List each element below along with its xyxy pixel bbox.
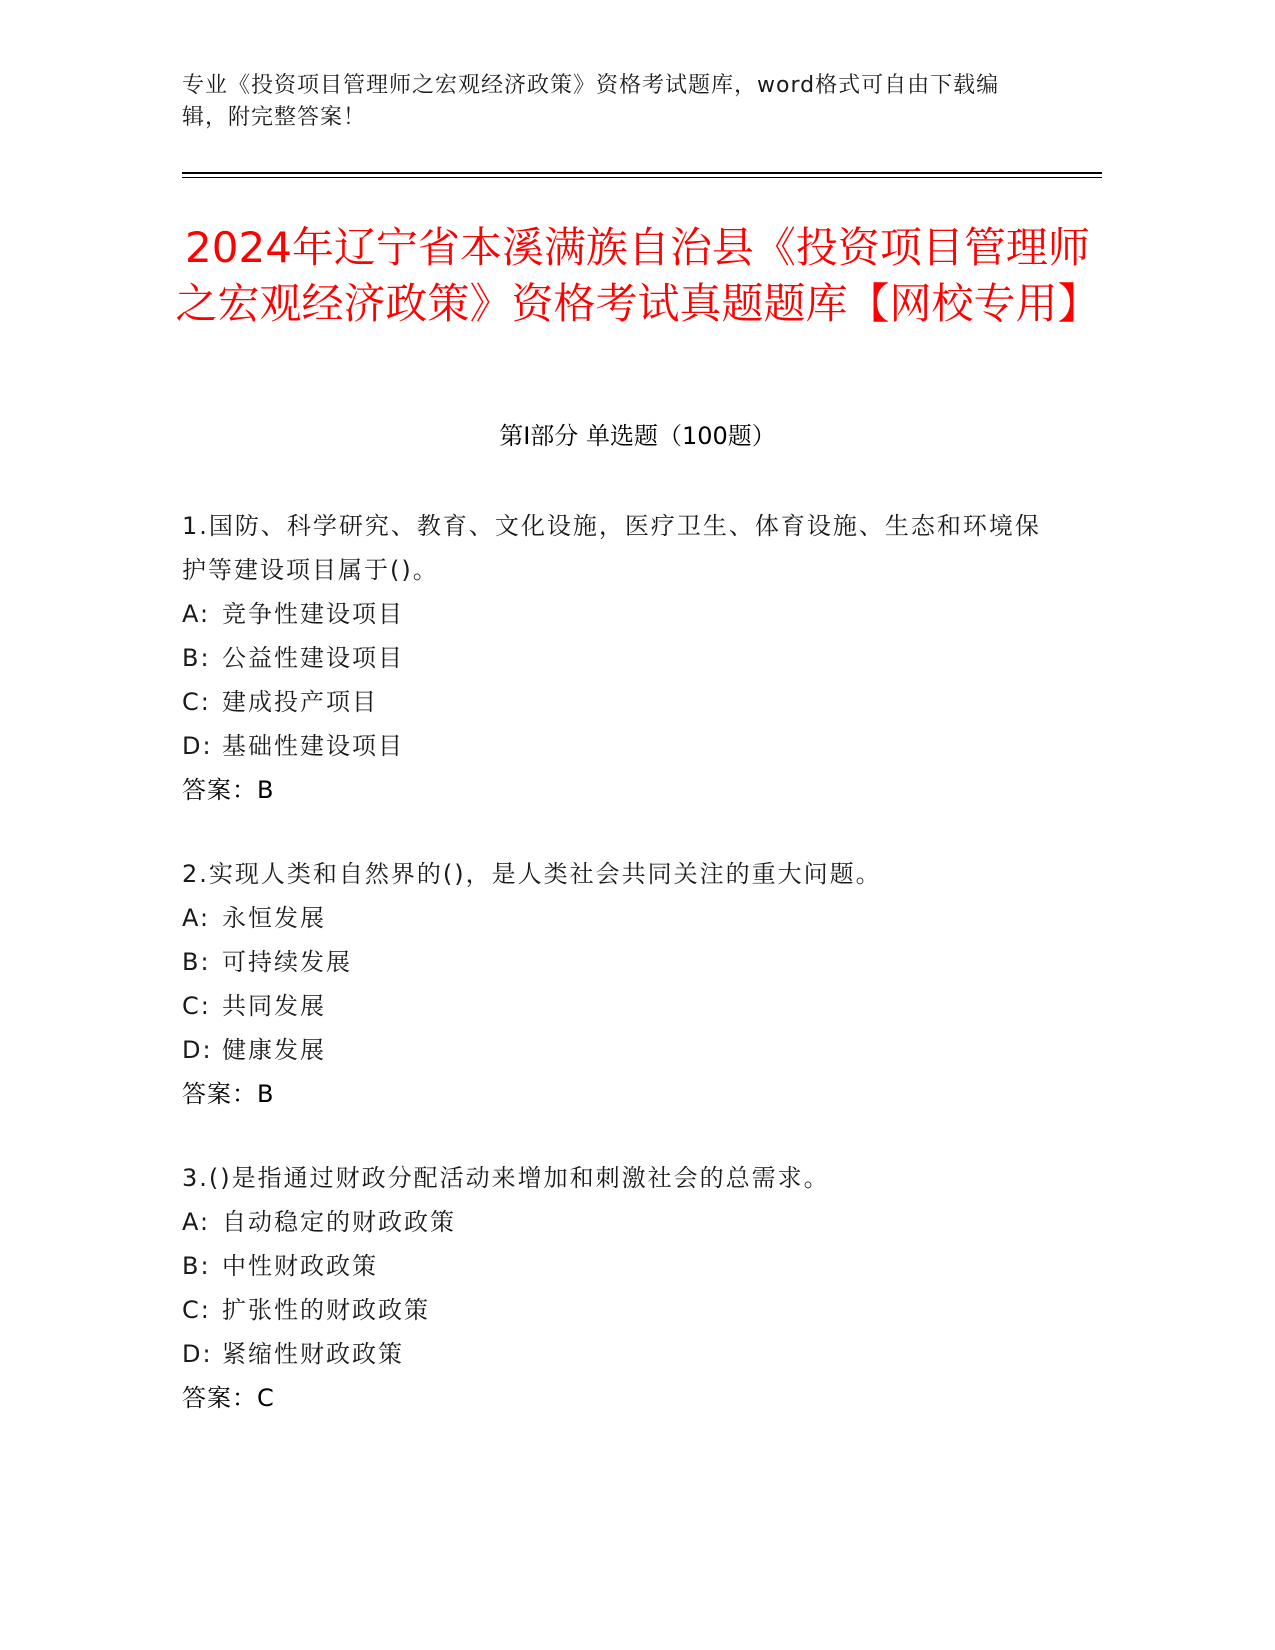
option-letter: C: [182, 688, 211, 716]
option-text: 扩张性的财政政策 [222, 1296, 430, 1324]
option-letter: D: [182, 732, 213, 760]
option-letter: C: [182, 992, 211, 1020]
option-text: 共同发展 [222, 992, 326, 1020]
option-text: 基础性建设项目 [222, 732, 404, 760]
option-c [182, 1288, 1042, 1332]
option-letter: D: [182, 1036, 213, 1064]
option-text: 竞争性建设项目 [222, 600, 404, 628]
option-letter: C: [182, 1296, 211, 1324]
option-a [182, 896, 1042, 940]
option-d [182, 724, 1042, 768]
option-text: 紧缩性财政政策 [222, 1340, 404, 1368]
section-title: 第I部分 单选题（100题） [499, 422, 776, 450]
option-letter: B: [182, 644, 211, 672]
option-c [182, 984, 1042, 1028]
header-rule-thin [182, 177, 1102, 178]
option-b [182, 636, 1042, 680]
option-text: 公益性建设项目 [222, 644, 404, 672]
question-2 [182, 852, 1042, 1116]
option-a [182, 1200, 1042, 1244]
header-rule-thick [182, 172, 1102, 174]
header-note: 专业《投资项目管理师之宏观经济政策》资格考试题库，word格式可自由下载编辑，附完整答案！ [182, 73, 1000, 130]
option-b [182, 940, 1042, 984]
option-letter: B: [182, 948, 211, 976]
option-c [182, 680, 1042, 724]
option-a [182, 592, 1042, 636]
option-text: 健康发展 [222, 1036, 326, 1064]
option-text: 永恒发展 [222, 904, 326, 932]
document-title: 2024年辽宁省本溪满族自治县《投资项目管理师之宏观经济政策》资格考试真题题库【网校专用】 [175, 223, 1100, 328]
option-d [182, 1028, 1042, 1072]
option-text: 建成投产项目 [222, 688, 378, 716]
option-letter: D: [182, 1340, 213, 1368]
option-d [182, 1332, 1042, 1376]
answer-line: 答案：B [182, 776, 275, 804]
option-letter: A: [182, 1208, 211, 1236]
answer-line: 答案：B [182, 1080, 275, 1108]
answer-line: 答案：C [182, 1384, 275, 1412]
question-stem: 3.()是指通过财政分配活动来增加和刺激社会的总需求。 [182, 1164, 830, 1192]
question-3 [182, 1156, 1042, 1420]
option-letter: A: [182, 904, 211, 932]
option-letter: B: [182, 1252, 211, 1280]
option-text: 中性财政政策 [222, 1252, 378, 1280]
option-b [182, 1244, 1042, 1288]
option-text: 自动稳定的财政政策 [222, 1208, 456, 1236]
question-stem: 2.实现人类和自然界的()，是人类社会共同关注的重大问题。 [182, 860, 882, 888]
question-1 [182, 504, 1042, 812]
option-letter: A: [182, 600, 211, 628]
option-text: 可持续发展 [222, 948, 352, 976]
question-stem: 1.国防、科学研究、教育、文化设施，医疗卫生、体育设施、生态和环境保护等建设项目属于()。 [182, 512, 1041, 584]
